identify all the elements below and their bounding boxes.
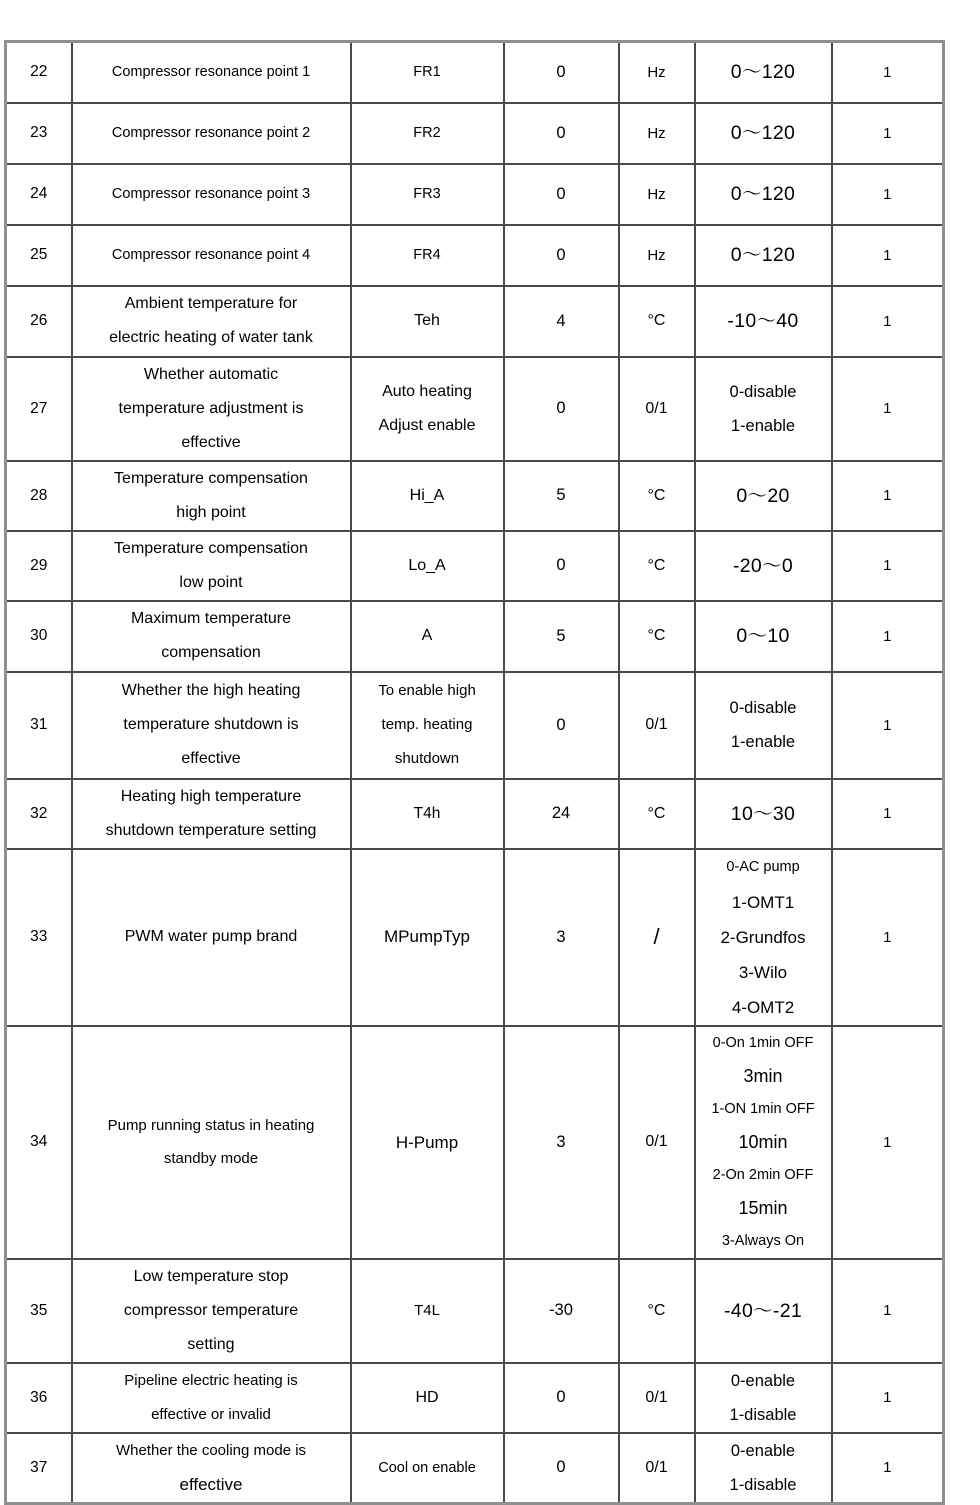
cell-number: 33 (6, 849, 72, 1026)
cell-unit: 0/1 (619, 357, 695, 461)
cell-unit: / (619, 849, 695, 1026)
cell-step: 1 (832, 1026, 944, 1259)
cell-description: Whether the cooling mode is effective (72, 1433, 351, 1504)
cell-number: 28 (6, 461, 72, 531)
cell-description: Temperature compensation low point (72, 531, 351, 601)
cell-number: 23 (6, 103, 72, 164)
cell-range: 0～120 (695, 103, 832, 164)
cell-description: Pipeline electric heating is effective or invalid (72, 1363, 351, 1433)
cell-code: FR3 (351, 164, 504, 225)
cell-default-value: 0 (504, 1363, 619, 1433)
cell-code: FR2 (351, 103, 504, 164)
cell-range: -10～40 (695, 286, 832, 357)
cell-code: A (351, 601, 504, 672)
table-row (6, 849, 944, 1026)
cell-unit: °C (619, 461, 695, 531)
table-row (6, 103, 944, 164)
cell-step: 1 (832, 1433, 944, 1504)
cell-unit: Hz (619, 164, 695, 225)
cell-code: To enable high temp. heating shutdown (351, 672, 504, 779)
cell-number: 32 (6, 779, 72, 849)
cell-code: Hi_A (351, 461, 504, 531)
cell-range: 0-enable 1-disable (695, 1363, 832, 1433)
cell-description: Compressor resonance point 1 (72, 42, 351, 103)
cell-number: 34 (6, 1026, 72, 1259)
cell-step: 1 (832, 103, 944, 164)
cell-step: 1 (832, 849, 944, 1026)
cell-number: 27 (6, 357, 72, 461)
cell-range: 0～120 (695, 164, 832, 225)
table-row (6, 601, 944, 672)
cell-default-value: 5 (504, 601, 619, 672)
cell-description: Whether automatic temperature adjustment is effective (72, 357, 351, 461)
cell-number: 26 (6, 286, 72, 357)
cell-description: Heating high temperature shutdown temperature setting (72, 779, 351, 849)
cell-code: H-Pump (351, 1026, 504, 1259)
cell-step: 1 (832, 601, 944, 672)
cell-range: 0～20 (695, 461, 832, 531)
cell-description: Low temperature stop compressor temperature setting (72, 1259, 351, 1363)
cell-range: 0-AC pump 1-OMT1 2-Grundfos 3-Wilo 4-OMT2 (695, 849, 832, 1026)
cell-number: 30 (6, 601, 72, 672)
cell-default-value: 0 (504, 672, 619, 779)
table-row (6, 286, 944, 357)
cell-step: 1 (832, 779, 944, 849)
cell-step: 1 (832, 672, 944, 779)
cell-range: 0-disable 1-enable (695, 672, 832, 779)
cell-default-value: 4 (504, 286, 619, 357)
cell-number: 24 (6, 164, 72, 225)
cell-unit: °C (619, 286, 695, 357)
cell-step: 1 (832, 531, 944, 601)
cell-range: -20～0 (695, 531, 832, 601)
cell-code: FR1 (351, 42, 504, 103)
table-row (6, 164, 944, 225)
cell-number: 37 (6, 1433, 72, 1504)
cell-default-value: 0 (504, 103, 619, 164)
cell-step: 1 (832, 461, 944, 531)
cell-step: 1 (832, 286, 944, 357)
table-row (6, 1259, 944, 1363)
cell-code: FR4 (351, 225, 504, 286)
cell-range: 0～10 (695, 601, 832, 672)
cell-unit: 0/1 (619, 672, 695, 779)
table-row (6, 672, 944, 779)
cell-step: 1 (832, 1259, 944, 1363)
cell-unit: Hz (619, 225, 695, 286)
cell-unit: Hz (619, 103, 695, 164)
table-row (6, 42, 944, 103)
cell-unit: Hz (619, 42, 695, 103)
cell-range: 0-On 1min OFF 3min 1-ON 1min OFF 10min 2-On 2min OFF 15min 3-Always On (695, 1026, 832, 1259)
cell-default-value: 3 (504, 1026, 619, 1259)
table-row (6, 1026, 944, 1259)
cell-range: 0～120 (695, 42, 832, 103)
cell-code: HD (351, 1363, 504, 1433)
table-row (6, 1433, 944, 1504)
table-row (6, 461, 944, 531)
cell-code: Teh (351, 286, 504, 357)
table-row (6, 531, 944, 601)
cell-description: Temperature compensation high point (72, 461, 351, 531)
cell-default-value: 0 (504, 357, 619, 461)
cell-default-value: 0 (504, 42, 619, 103)
cell-step: 1 (832, 1363, 944, 1433)
cell-number: 35 (6, 1259, 72, 1363)
cell-code: Lo_A (351, 531, 504, 601)
table-row (6, 357, 944, 461)
cell-code: MPumpTyp (351, 849, 504, 1026)
cell-description: Compressor resonance point 4 (72, 225, 351, 286)
cell-code: Cool on enable (351, 1433, 504, 1504)
cell-default-value: 0 (504, 531, 619, 601)
cell-unit: °C (619, 601, 695, 672)
cell-description: PWM water pump brand (72, 849, 351, 1026)
cell-step: 1 (832, 225, 944, 286)
cell-code: T4h (351, 779, 504, 849)
cell-default-value: -30 (504, 1259, 619, 1363)
table-row (6, 1363, 944, 1433)
cell-default-value: 0 (504, 164, 619, 225)
cell-default-value: 0 (504, 225, 619, 286)
cell-number: 36 (6, 1363, 72, 1433)
parameter-table (4, 40, 945, 1505)
cell-description: Maximum temperature compensation (72, 601, 351, 672)
table-row (6, 779, 944, 849)
cell-unit: °C (619, 1259, 695, 1363)
cell-range: 0-enable 1-disable (695, 1433, 832, 1504)
cell-code: Auto heating Adjust enable (351, 357, 504, 461)
cell-default-value: 3 (504, 849, 619, 1026)
cell-description: Whether the high heating temperature shutdown is effective (72, 672, 351, 779)
cell-code: T4L (351, 1259, 504, 1363)
cell-step: 1 (832, 164, 944, 225)
table-row (6, 225, 944, 286)
cell-range: 0～120 (695, 225, 832, 286)
cell-range: 10～30 (695, 779, 832, 849)
cell-unit: °C (619, 779, 695, 849)
cell-range: 0-disable 1-enable (695, 357, 832, 461)
cell-description: Compressor resonance point 2 (72, 103, 351, 164)
cell-description: Ambient temperature for electric heating of water tank (72, 286, 351, 357)
cell-number: 31 (6, 672, 72, 779)
cell-unit: 0/1 (619, 1363, 695, 1433)
cell-default-value: 24 (504, 779, 619, 849)
cell-description: Compressor resonance point 3 (72, 164, 351, 225)
cell-number: 29 (6, 531, 72, 601)
cell-unit: 0/1 (619, 1433, 695, 1504)
cell-range: -40～-21 (695, 1259, 832, 1363)
cell-unit: °C (619, 531, 695, 601)
cell-number: 22 (6, 42, 72, 103)
cell-default-value: 0 (504, 1433, 619, 1504)
cell-step: 1 (832, 357, 944, 461)
cell-number: 25 (6, 225, 72, 286)
cell-unit: 0/1 (619, 1026, 695, 1259)
cell-default-value: 5 (504, 461, 619, 531)
cell-description: Pump running status in heating standby mode (72, 1026, 351, 1259)
cell-step: 1 (832, 42, 944, 103)
